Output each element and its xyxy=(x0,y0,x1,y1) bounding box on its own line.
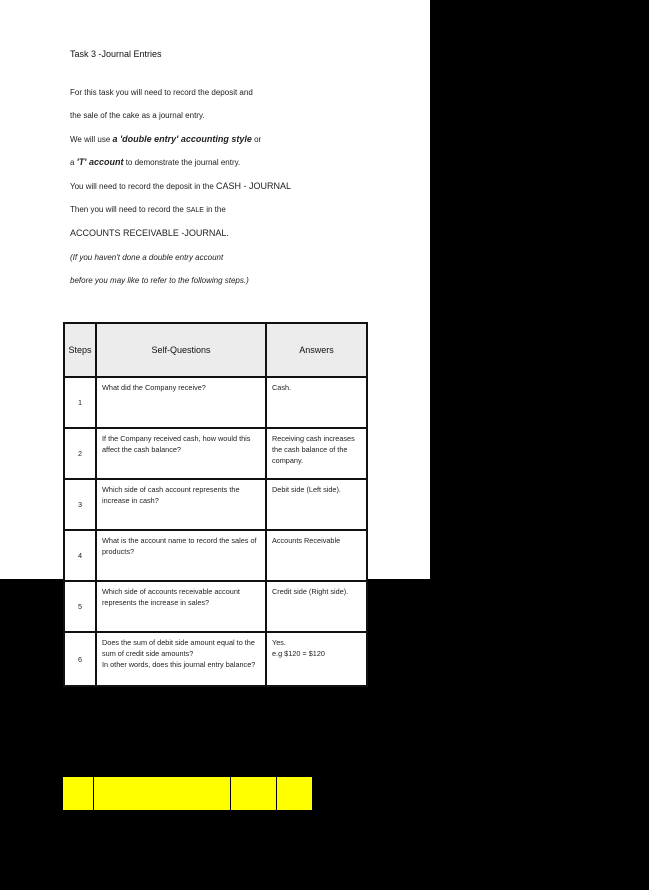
question-cell: What did the Company receive? xyxy=(96,377,266,428)
step-number: 1 xyxy=(64,377,96,428)
intro-line-6: Then you will need to record the SALE in the xyxy=(70,205,226,214)
intro-line-8: (If you haven't done a double entry account xyxy=(70,253,224,262)
self-questions-table xyxy=(63,322,368,687)
answer-cell: Receiving cash increases the cash balance of the company. xyxy=(266,428,367,479)
table-row xyxy=(64,530,367,581)
intro-line-3: We will use a 'double entry' accounting style or xyxy=(70,134,262,144)
table-row xyxy=(64,428,367,479)
question-cell: If the Company received cash, how would this affect the cash balance? xyxy=(96,428,266,479)
highlight-block xyxy=(231,777,276,810)
step-number: 4 xyxy=(64,530,96,581)
intro-line-2: the sale of the cake as a journal entry. xyxy=(70,111,205,120)
table-header-row xyxy=(64,323,367,377)
step-number: 3 xyxy=(64,479,96,530)
table-row xyxy=(64,377,367,428)
answer-cell: Accounts Receivable xyxy=(266,530,367,581)
question-cell: What is the account name to record the sales of products? xyxy=(96,530,266,581)
intro-line-7: ACCOUNTS RECEIVABLE -JOURNAL. xyxy=(70,228,229,238)
answer-cell: Yes. e.g $120 = $120 xyxy=(266,632,367,686)
table-row xyxy=(64,479,367,530)
header-self-questions: Self-Questions xyxy=(96,323,266,377)
step-number: 6 xyxy=(64,632,96,686)
question-cell: Which side of accounts receivable account represents the increase in sales? xyxy=(96,581,266,632)
highlight-block xyxy=(277,777,312,810)
question-cell: Does the sum of debit side amount equal to the sum of credit side amounts? In other words, does this journal entry balance? xyxy=(96,632,266,686)
task-title: Task 3 -Journal Entries xyxy=(70,49,162,59)
highlight-block xyxy=(63,777,93,810)
header-steps: Steps xyxy=(64,323,96,377)
table-row xyxy=(64,581,367,632)
highlight-block xyxy=(94,777,230,810)
answer-cell: Debit side (Left side). xyxy=(266,479,367,530)
intro-line-9: before you may like to refer to the following steps.) xyxy=(70,276,249,285)
intro-line-1: For this task you will need to record the deposit and xyxy=(70,88,253,97)
table-row xyxy=(64,632,367,686)
intro-line-4: a 'T' account to demonstrate the journal entry. xyxy=(70,157,241,167)
question-cell: Which side of cash account represents the increase in cash? xyxy=(96,479,266,530)
intro-line-5: You will need to record the deposit in the CASH - JOURNAL xyxy=(70,181,292,191)
step-number: 2 xyxy=(64,428,96,479)
answer-cell: Credit side (Right side). xyxy=(266,581,367,632)
answer-cell: Cash. xyxy=(266,377,367,428)
step-number: 5 xyxy=(64,581,96,632)
header-answers: Answers xyxy=(266,323,367,377)
